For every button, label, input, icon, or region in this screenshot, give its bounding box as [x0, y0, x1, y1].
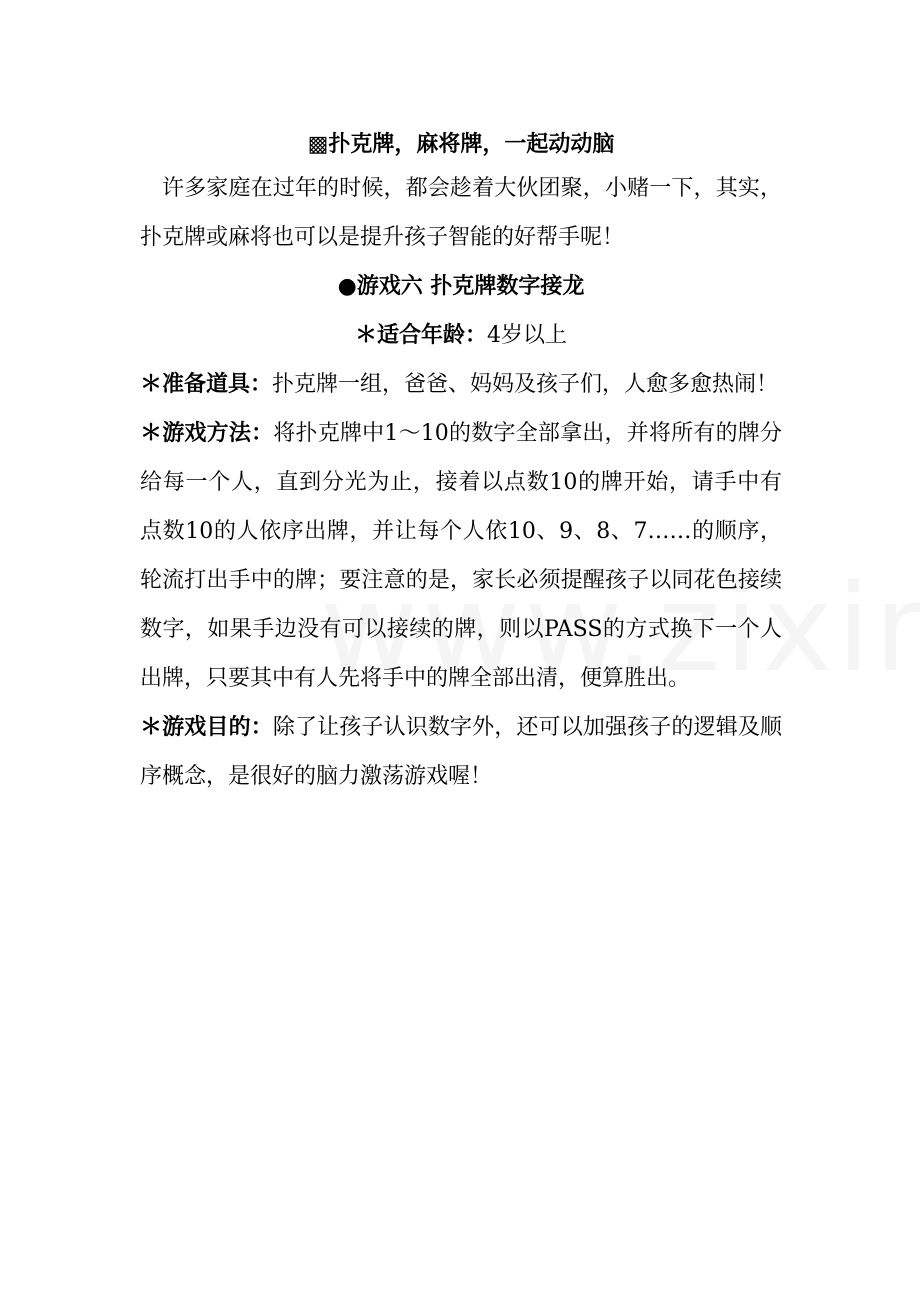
method-paragraph	[140, 409, 782, 703]
purpose-text: 除了让孩子认识数字外，还可以加强孩子的逻辑及顺序概念，是很好的脑力激荡游戏喔！	[140, 715, 782, 789]
age-label: ＊适合年龄：	[354, 322, 487, 348]
intro-paragraph: 许多家庭在过年的时候，都会趁着大伙团聚，小赌一下，其实，扑克牌或麻将也可以是提升孩子智能的好帮手呢！	[140, 176, 782, 250]
age-line	[140, 311, 782, 360]
age-value: 4岁以上	[487, 323, 567, 348]
props-label: ＊准备道具：	[140, 371, 273, 397]
method-text: 将扑克牌中1～10的数字全部拿出，并将所有的牌分给每一个人，直到分光为止，接着以点数10的牌开始，请手中有点数10的人依序出牌，并让每个人依10、9、8、7……的顺序，轮流打出手中的牌；要注意的是，家长必须提醒孩子以同花色接续数字，如果手边没有可以接续的牌，则以PASS的方式换下一个人出牌，只要其中有人先将手中的牌全部出清，便算胜出。	[140, 421, 782, 691]
method-label: ＊游戏方法：	[140, 420, 274, 446]
section-heading: ▩扑克牌，麻将牌，一起动动脑	[307, 131, 615, 157]
props-paragraph	[140, 360, 782, 409]
game-title: ●游戏六 扑克牌数字接龙	[337, 273, 585, 299]
props-text: 扑克牌一组，爸爸、妈妈及孩子们，人愈多愈热闹！	[272, 372, 779, 397]
purpose-label: ＊游戏目的：	[140, 714, 273, 740]
document-body	[140, 124, 782, 801]
purpose-paragraph	[140, 703, 782, 801]
